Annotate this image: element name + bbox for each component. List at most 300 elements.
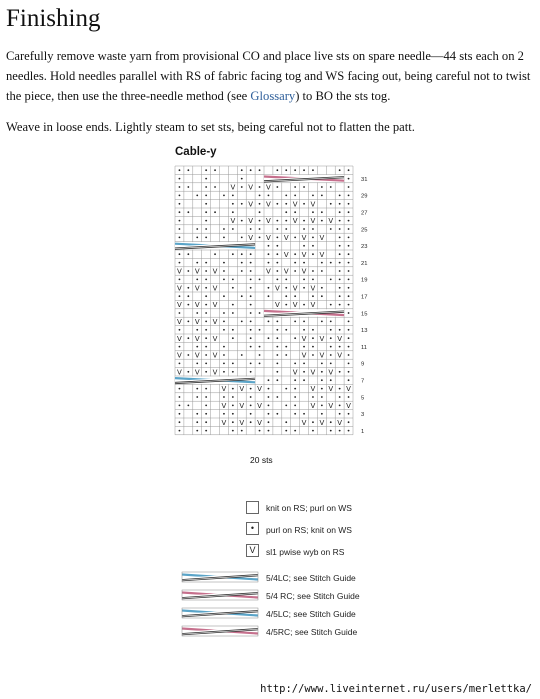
purl-stitch-mark	[312, 396, 314, 398]
purl-stitch-mark	[285, 279, 287, 281]
purl-stitch-mark	[312, 228, 314, 230]
purl-stitch-mark	[259, 211, 261, 213]
purl-stitch-mark	[321, 287, 323, 289]
purl-stitch-mark	[205, 405, 207, 407]
purl-stitch-mark	[232, 304, 234, 306]
slip-stitch-mark: V	[221, 418, 227, 427]
purl-stitch-mark	[312, 295, 314, 297]
purl-stitch-mark	[205, 169, 207, 171]
legend-cable-mark	[182, 608, 258, 618]
purl-stitch-mark	[259, 169, 261, 171]
purl-stitch-mark	[348, 396, 350, 398]
slip-stitch-mark: V	[283, 234, 289, 242]
slip-stitch-mark: V	[177, 351, 182, 360]
legend-slip-label: sl1 pwise wyb on RS	[266, 547, 345, 557]
purl-stitch-mark	[303, 203, 305, 205]
purl-stitch-mark	[250, 287, 252, 289]
purl-stitch-mark	[241, 178, 243, 180]
purl-stitch-mark	[205, 321, 207, 323]
row-number-label: 13	[361, 328, 368, 335]
slip-stitch-mark: V	[194, 267, 200, 276]
slip-stitch-mark: V	[194, 301, 200, 310]
slip-stitch-mark: V	[248, 234, 254, 242]
purl-stitch-mark	[223, 295, 225, 297]
slip-stitch-mark: V	[212, 318, 218, 326]
purl-stitch-mark	[232, 195, 234, 197]
purl-stitch-mark	[339, 237, 341, 239]
purl-stitch-mark	[348, 337, 350, 339]
purl-stitch-mark	[321, 295, 323, 297]
purl-stitch-mark	[187, 270, 189, 272]
purl-stitch-mark	[276, 237, 278, 239]
purl-stitch-mark	[348, 363, 350, 365]
purl-stitch-mark	[179, 220, 181, 222]
purl-stitch-mark	[276, 169, 278, 171]
purl-stitch-mark	[205, 186, 207, 188]
chart-width-label: 20 sts	[250, 455, 273, 465]
purl-stitch-mark	[205, 312, 207, 314]
purl-stitch-mark	[179, 237, 181, 239]
purl-stitch-mark	[330, 186, 332, 188]
purl-stitch-mark	[214, 186, 216, 188]
slip-stitch-mark: V	[266, 183, 271, 192]
purl-stitch-mark	[268, 295, 270, 297]
legend-slip-symbol: V	[246, 544, 259, 557]
purl-stitch-mark	[312, 211, 314, 213]
purl-stitch-mark	[268, 195, 270, 197]
purl-stitch-mark	[259, 220, 261, 222]
purl-stitch-mark	[294, 363, 296, 365]
slip-stitch-mark: V	[212, 284, 218, 293]
purl-stitch-mark	[232, 203, 234, 205]
purl-stitch-mark	[321, 396, 323, 398]
slip-stitch-mark: V	[328, 402, 334, 410]
purl-stitch-mark	[276, 363, 278, 365]
purl-stitch-mark	[330, 354, 332, 356]
legend-cable-4-5rc-label: 4/5RC; see Stitch Guide	[266, 627, 358, 637]
slip-stitch-mark: V	[346, 385, 351, 394]
purl-stitch-mark	[285, 287, 287, 289]
slip-stitch-mark: V	[283, 267, 289, 276]
purl-stitch-mark	[232, 405, 234, 407]
slip-stitch-mark: V	[177, 334, 182, 343]
purl-stitch-mark	[205, 287, 207, 289]
legend-cable-4-5rc-icon	[181, 625, 261, 637]
legend-purl-symbol: •	[246, 522, 259, 535]
purl-stitch-mark	[250, 312, 252, 314]
slip-stitch-mark: V	[257, 402, 262, 410]
legend-cable-mark	[182, 572, 258, 582]
purl-stitch-mark	[303, 287, 305, 289]
purl-stitch-mark	[312, 270, 314, 272]
purl-stitch-mark	[179, 279, 181, 281]
purl-stitch-mark	[241, 430, 243, 432]
purl-stitch-mark	[285, 211, 287, 213]
purl-stitch-mark	[232, 430, 234, 432]
slip-stitch-mark: V	[177, 368, 182, 377]
purl-stitch-mark	[276, 396, 278, 398]
purl-stitch-mark	[205, 329, 207, 331]
purl-stitch-mark	[276, 321, 278, 323]
purl-stitch-mark	[294, 195, 296, 197]
purl-stitch-mark	[276, 413, 278, 415]
purl-stitch-mark	[179, 312, 181, 314]
purl-stitch-mark	[259, 203, 261, 205]
purl-stitch-mark	[348, 186, 350, 188]
slip-stitch-mark: V	[292, 284, 298, 293]
purl-stitch-mark	[250, 346, 252, 348]
purl-stitch-mark	[294, 295, 296, 297]
purl-stitch-mark	[339, 304, 341, 306]
purl-stitch-mark	[339, 228, 341, 230]
purl-stitch-mark	[348, 220, 350, 222]
purl-stitch-mark	[348, 413, 350, 415]
purl-stitch-mark	[223, 363, 225, 365]
row-number-label: 3	[361, 412, 365, 419]
purl-stitch-mark	[268, 430, 270, 432]
purl-stitch-mark	[250, 304, 252, 306]
slip-stitch-mark: V	[328, 385, 334, 394]
purl-stitch-mark	[259, 228, 261, 230]
purl-stitch-mark	[285, 405, 287, 407]
purl-stitch-mark	[179, 253, 181, 255]
purl-stitch-mark	[241, 270, 243, 272]
purl-stitch-mark	[276, 337, 278, 339]
purl-stitch-mark	[187, 186, 189, 188]
row-number-label: 5	[361, 395, 365, 402]
slip-stitch-mark: V	[301, 267, 307, 276]
purl-stitch-mark	[330, 203, 332, 205]
purl-stitch-mark	[330, 279, 332, 281]
slip-stitch-mark: V	[310, 402, 316, 410]
purl-stitch-mark	[205, 228, 207, 230]
slip-stitch-mark: V	[212, 267, 218, 276]
purl-stitch-mark	[196, 279, 198, 281]
purl-stitch-mark	[241, 295, 243, 297]
purl-stitch-mark	[339, 253, 341, 255]
purl-stitch-mark	[348, 279, 350, 281]
purl-stitch-mark	[268, 245, 270, 247]
slip-stitch-mark: V	[274, 284, 280, 293]
slip-stitch-mark: V	[177, 301, 182, 310]
purl-stitch-mark	[205, 237, 207, 239]
purl-stitch-mark	[321, 270, 323, 272]
purl-stitch-mark	[330, 363, 332, 365]
slip-stitch-mark: V	[230, 217, 236, 226]
purl-stitch-mark	[232, 388, 234, 390]
purl-stitch-mark	[276, 203, 278, 205]
slip-stitch-mark: V	[301, 351, 307, 360]
purl-stitch-mark	[339, 203, 341, 205]
purl-stitch-mark	[223, 270, 225, 272]
purl-stitch-mark	[232, 337, 234, 339]
purl-stitch-mark	[241, 321, 243, 323]
purl-stitch-mark	[259, 363, 261, 365]
purl-stitch-mark	[196, 329, 198, 331]
purl-stitch-mark	[348, 237, 350, 239]
slip-stitch-mark: V	[194, 351, 200, 360]
purl-stitch-mark	[250, 169, 252, 171]
slip-stitch-mark: V	[310, 385, 316, 394]
purl-stitch-mark	[250, 371, 252, 373]
purl-stitch-mark	[330, 421, 332, 423]
purl-stitch-mark	[339, 329, 341, 331]
purl-stitch-mark	[268, 287, 270, 289]
slip-stitch-mark: V	[292, 217, 298, 226]
purl-stitch-mark	[250, 337, 252, 339]
slip-stitch-mark: V	[301, 334, 307, 343]
purl-stitch-mark	[348, 346, 350, 348]
purl-stitch-mark	[285, 195, 287, 197]
purl-stitch-mark	[205, 211, 207, 213]
slip-stitch-mark: V	[301, 250, 307, 259]
purl-stitch-mark	[348, 287, 350, 289]
purl-stitch-mark	[205, 354, 207, 356]
slip-stitch-mark: V	[239, 418, 245, 427]
weave-paragraph: Weave in loose ends. Lightly steam to set sts, being careful not to flatten the patt.	[6, 120, 415, 134]
purl-stitch-mark	[196, 237, 198, 239]
purl-stitch-mark	[321, 379, 323, 381]
purl-stitch-mark	[285, 304, 287, 306]
slip-stitch-mark: V	[319, 334, 325, 343]
slip-stitch-mark: V	[266, 267, 271, 276]
purl-stitch-mark	[294, 169, 296, 171]
purl-stitch-mark	[312, 421, 314, 423]
purl-stitch-mark	[187, 354, 189, 356]
purl-stitch-mark	[259, 346, 261, 348]
purl-stitch-mark	[330, 228, 332, 230]
purl-stitch-mark	[339, 262, 341, 264]
purl-stitch-mark	[294, 405, 296, 407]
slip-stitch-mark: V	[194, 284, 200, 293]
purl-stitch-mark	[348, 253, 350, 255]
row-number-label: 15	[361, 311, 368, 318]
purl-stitch-mark	[339, 220, 341, 222]
purl-stitch-mark	[205, 371, 207, 373]
purl-stitch-mark	[223, 329, 225, 331]
purl-stitch-mark	[187, 405, 189, 407]
purl-stitch-mark	[179, 186, 181, 188]
purl-stitch-mark	[312, 430, 314, 432]
purl-stitch-mark	[179, 346, 181, 348]
purl-stitch-mark	[348, 211, 350, 213]
purl-stitch-mark	[196, 430, 198, 432]
purl-stitch-mark	[321, 388, 323, 390]
purl-stitch-mark	[312, 253, 314, 255]
purl-stitch-mark	[339, 346, 341, 348]
row-number-label: 23	[361, 244, 368, 251]
knitting-chart	[170, 162, 375, 452]
purl-stitch-mark	[179, 405, 181, 407]
purl-stitch-mark	[276, 220, 278, 222]
purl-stitch-mark	[339, 245, 341, 247]
slip-stitch-mark: V	[337, 351, 343, 360]
purl-stitch-mark	[285, 329, 287, 331]
purl-stitch-mark	[348, 228, 350, 230]
purl-stitch-mark	[214, 169, 216, 171]
purl-stitch-mark	[303, 186, 305, 188]
purl-stitch-mark	[196, 346, 198, 348]
purl-stitch-mark	[348, 312, 350, 314]
purl-stitch-mark	[303, 220, 305, 222]
purl-stitch-mark	[294, 337, 296, 339]
purl-stitch-mark	[223, 279, 225, 281]
purl-stitch-mark	[232, 371, 234, 373]
slip-stitch-mark: V	[283, 250, 289, 259]
purl-stitch-mark	[276, 279, 278, 281]
purl-stitch-mark	[303, 228, 305, 230]
purl-stitch-mark	[205, 195, 207, 197]
purl-stitch-mark	[187, 371, 189, 373]
purl-stitch-mark	[339, 388, 341, 390]
chart-title: Cable-y	[175, 146, 217, 158]
purl-stitch-mark	[250, 253, 252, 255]
purl-stitch-mark	[339, 195, 341, 197]
slip-stitch-mark: V	[257, 418, 262, 427]
legend-cable-4-5lc-label: 4/5LC; see Stitch Guide	[266, 609, 356, 619]
purl-stitch-mark	[321, 186, 323, 188]
purl-stitch-mark	[276, 186, 278, 188]
purl-stitch-mark	[285, 354, 287, 356]
purl-stitch-mark	[250, 405, 252, 407]
purl-stitch-mark	[232, 312, 234, 314]
purl-stitch-mark	[330, 304, 332, 306]
purl-stitch-mark	[179, 203, 181, 205]
purl-stitch-mark	[259, 195, 261, 197]
legend-cable-mark	[182, 626, 258, 636]
purl-stitch-mark	[339, 270, 341, 272]
slip-stitch-mark: V	[221, 385, 227, 394]
purl-stitch-mark	[196, 413, 198, 415]
purl-stitch-mark	[205, 178, 207, 180]
purl-stitch-mark	[232, 421, 234, 423]
slip-stitch-mark: V	[177, 318, 182, 326]
purl-stitch-mark	[232, 363, 234, 365]
purl-stitch-mark	[250, 270, 252, 272]
purl-stitch-mark	[179, 211, 181, 213]
purl-stitch-mark	[321, 405, 323, 407]
purl-stitch-mark	[223, 371, 225, 373]
slip-stitch-mark: V	[328, 217, 334, 226]
legend-cable-5-4rc-label: 5/4 RC; see Stitch Guide	[266, 591, 360, 601]
purl-stitch-mark	[232, 253, 234, 255]
purl-stitch-mark	[294, 413, 296, 415]
legend-cable-5-4rc-icon	[181, 589, 261, 601]
purl-stitch-mark	[187, 321, 189, 323]
slip-stitch-mark: V	[248, 183, 254, 192]
purl-stitch-mark	[321, 371, 323, 373]
purl-stitch-mark	[348, 195, 350, 197]
cable-mark	[175, 242, 255, 249]
purl-stitch-mark	[250, 321, 252, 323]
purl-stitch-mark	[303, 262, 305, 264]
purl-stitch-mark	[241, 203, 243, 205]
slip-stitch-mark: V	[310, 368, 316, 377]
purl-stitch-mark	[339, 405, 341, 407]
purl-stitch-mark	[321, 220, 323, 222]
purl-stitch-mark	[276, 379, 278, 381]
purl-stitch-mark	[268, 396, 270, 398]
slip-stitch-mark: V	[292, 200, 298, 209]
row-number-label: 27	[361, 210, 368, 217]
slip-stitch-mark: V	[310, 217, 316, 226]
purl-stitch-mark	[259, 354, 261, 356]
slip-stitch-mark: V	[310, 301, 316, 310]
purl-stitch-mark	[232, 287, 234, 289]
purl-stitch-mark	[223, 321, 225, 323]
row-number-label: 17	[361, 294, 368, 301]
slip-stitch-mark: V	[319, 234, 325, 242]
purl-stitch-mark	[285, 228, 287, 230]
purl-stitch-mark	[179, 363, 181, 365]
glossary-link[interactable]: Glossary	[250, 89, 296, 103]
purl-stitch-mark	[179, 413, 181, 415]
row-number-label: 19	[361, 277, 368, 284]
purl-stitch-mark	[348, 169, 350, 171]
purl-stitch-mark	[196, 262, 198, 264]
purl-stitch-mark	[196, 363, 198, 365]
slip-stitch-mark: V	[274, 301, 280, 310]
purl-stitch-mark	[268, 337, 270, 339]
purl-stitch-mark	[330, 430, 332, 432]
purl-stitch-mark	[268, 413, 270, 415]
slip-stitch-mark: V	[239, 402, 245, 410]
slip-stitch-mark: V	[221, 402, 227, 410]
purl-stitch-mark	[303, 371, 305, 373]
purl-stitch-mark	[294, 186, 296, 188]
purl-stitch-mark	[241, 354, 243, 356]
purl-stitch-mark	[241, 253, 243, 255]
purl-stitch-mark	[303, 346, 305, 348]
slip-stitch-mark: V	[319, 418, 325, 427]
slip-stitch-mark: V	[212, 334, 218, 343]
purl-stitch-mark	[330, 329, 332, 331]
legend-cable-4-5lc-icon	[181, 607, 261, 619]
purl-stitch-mark	[196, 421, 198, 423]
purl-stitch-mark	[250, 413, 252, 415]
purl-stitch-mark	[303, 279, 305, 281]
purl-stitch-mark	[232, 413, 234, 415]
purl-stitch-mark	[205, 295, 207, 297]
purl-stitch-mark	[205, 388, 207, 390]
purl-stitch-mark	[330, 262, 332, 264]
purl-stitch-mark	[348, 262, 350, 264]
purl-stitch-mark	[303, 363, 305, 365]
slip-stitch-mark: V	[310, 284, 316, 293]
purl-stitch-mark	[294, 388, 296, 390]
purl-stitch-mark	[303, 304, 305, 306]
purl-stitch-mark	[294, 321, 296, 323]
purl-stitch-mark	[196, 396, 198, 398]
purl-stitch-mark	[348, 321, 350, 323]
purl-stitch-mark	[348, 270, 350, 272]
purl-stitch-mark	[223, 346, 225, 348]
purl-stitch-mark	[196, 312, 198, 314]
purl-stitch-mark	[348, 329, 350, 331]
slip-stitch-mark: V	[319, 351, 325, 360]
purl-stitch-mark	[205, 262, 207, 264]
purl-stitch-mark	[214, 253, 216, 255]
legend-cable-mark	[182, 590, 258, 600]
row-number-label: 31	[361, 176, 368, 183]
purl-stitch-mark	[312, 237, 314, 239]
purl-stitch-mark	[259, 430, 261, 432]
legend-cable-5-4lc-icon	[181, 571, 261, 583]
purl-stitch-mark	[294, 262, 296, 264]
paragraph-text-end: ) to BO the sts tog.	[295, 89, 391, 103]
purl-stitch-mark	[232, 279, 234, 281]
purl-stitch-mark	[276, 354, 278, 356]
